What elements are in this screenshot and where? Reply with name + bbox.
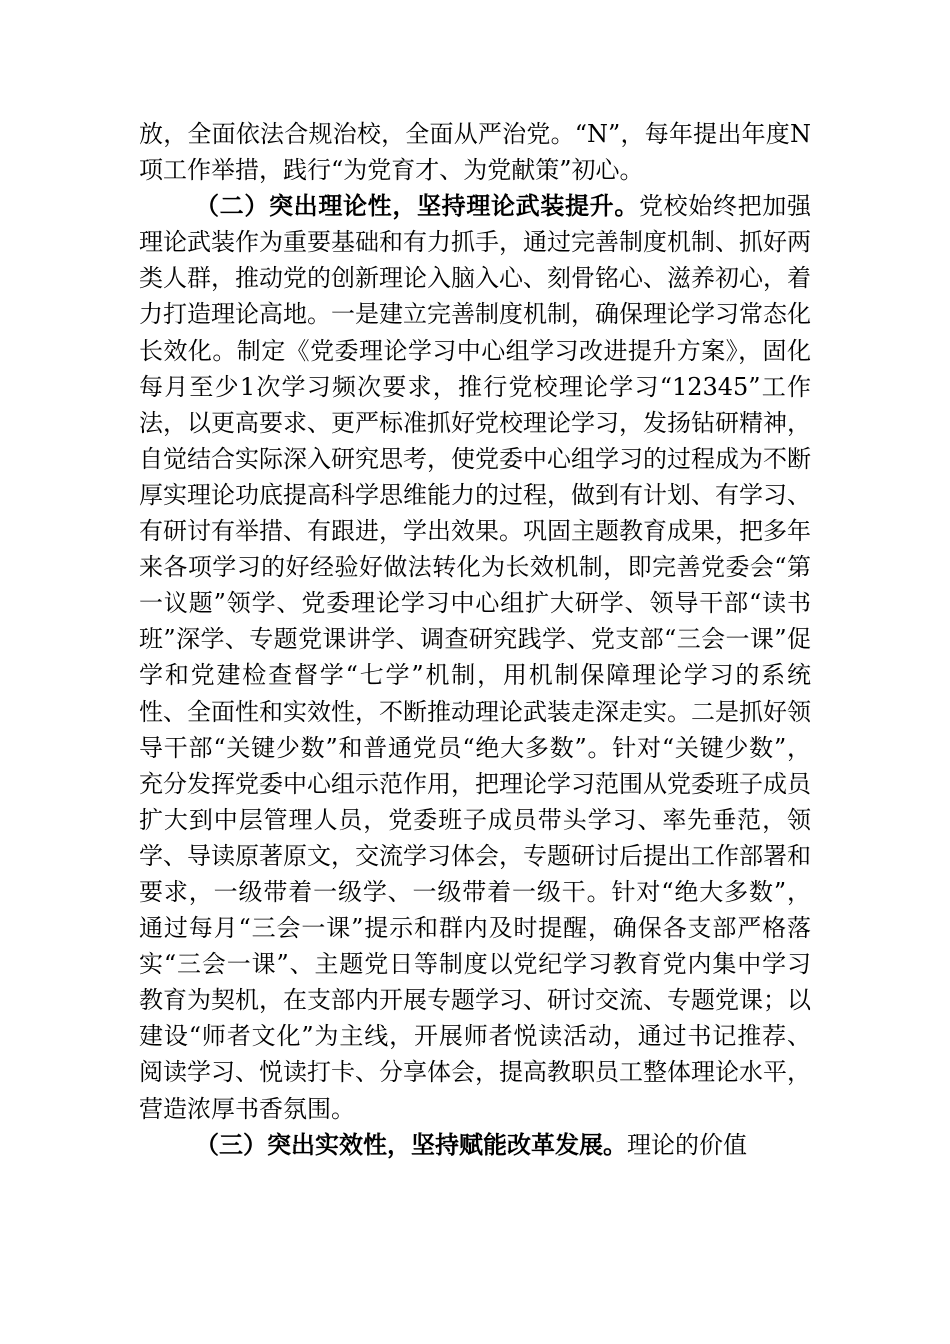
section-heading: （三）突出实效性，坚持赋能改革发展。 [195, 1129, 627, 1159]
paragraph-body: 放，全面依法合规治校，全面从严治党。“N”，每年提出年度N项工作举措，践行“为党育才、为党献策”初心。 [139, 120, 811, 185]
paragraph-body: 党校始终把加强理论武装作为重要基础和有力抓手，通过完善制度机制、抓好两类人群，推动党的创新理论入脑入心、刻骨铭心、滋养初心，着力打造理论高地。一是建立完善制度机制，确保理论学习常态化长效化。制定《党委理论学习中心组学习改进提升方案》，固化每月至少1次学习频次要求，推行党校理论学习“12345”工作法，以更高要求、更严标准抓好党校理论学习，发扬钻研精神，自觉结合实际深入研究思考，使党委中心组学习的过程成为不断厚实理论功底提高科学思维能力的过程，做到有计划、有学习、有研讨有举措、有跟进，学出效果。巩固主题教育成果，把多年来各项学习的好经验好做法转化为长效机制，即完善党委会“第一议题”领学、党委理论学习中心组扩大研学、领导干部“读书班”深学、专题党课讲学、调查研究践学、党支部“三会一课”促学和党建检查督学“七学”机制，用机制保障理论学习的系统性、全面性和实效性，不断推动理论武装走深走实。二是抓好领导干部“关键少数”和普通党员“绝大多数”。针对“关键少数”，充分发挥党委中心组示范作用，把理论学习范围从党委班子成员扩大到中层管理人员，党委班子成员带头学习、率先垂范，领学、导读原著原文，交流学习体会，专题研讨后提出工作部署和要求，一级带着一级学、一级带着一级干。针对“绝大多数”，通过每月“三会一课”提示和群内及时提醒，确保各支部严格落实“三会一课”、主题党日等制度以党纪学习教育党内集中学习教育为契机，在支部内开展专题学习、研讨交流、专题党课；以建设“师者文化”为主线，开展师者悦读活动，通过书记推荐、阅读学习、悦读打卡、分享体会，提高教职员工整体理论水平，营造浓厚书香氛围。 [139, 192, 811, 1123]
paragraph-section-three [139, 1127, 811, 1163]
paragraph-body: 理论的价值 [627, 1130, 747, 1159]
document-page [139, 116, 811, 1163]
paragraph-continuation [139, 116, 811, 188]
section-heading: （二）突出理论性，坚持理论武装提升。 [195, 191, 639, 221]
paragraph-section-two [139, 188, 811, 1126]
